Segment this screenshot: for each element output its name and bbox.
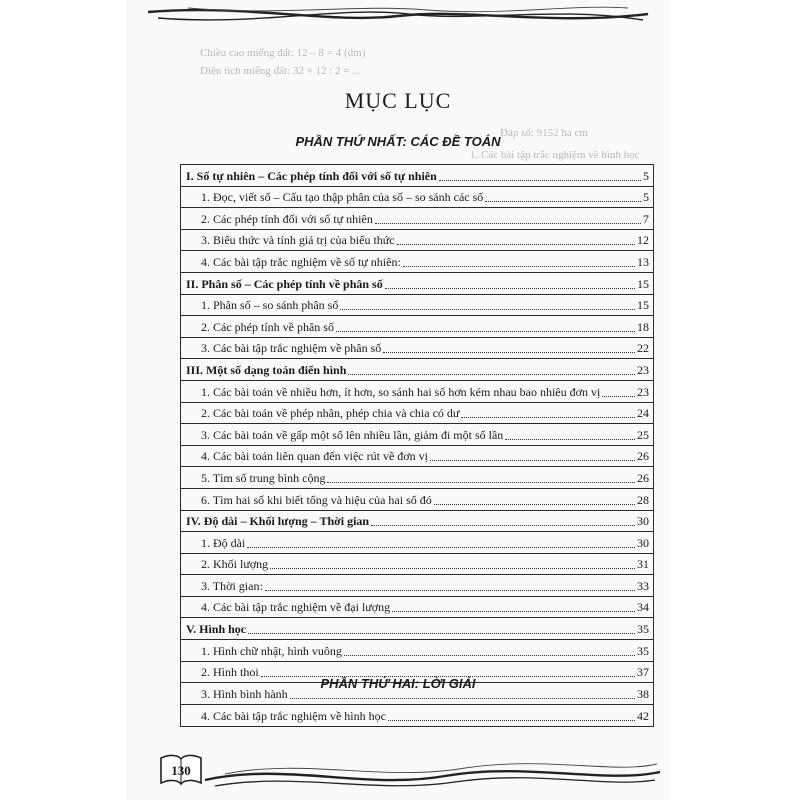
dot-leader	[434, 503, 635, 505]
toc-entry-page: 7	[643, 211, 649, 226]
toc-item-row	[181, 381, 653, 403]
toc-item-row	[181, 705, 653, 727]
bleed-through-line: Đáp số: 9152 ha cm	[500, 127, 588, 139]
bottom-ornament	[205, 754, 665, 794]
dot-leader	[602, 395, 635, 397]
dot-leader	[375, 222, 641, 224]
dot-leader	[248, 632, 635, 634]
toc-entry-page: 26	[637, 470, 649, 485]
toc-entry-page: 35	[637, 643, 649, 658]
toc-entry-label: IV. Độ dài – Khối lượng – Thời gian	[186, 514, 370, 529]
toc-entry-label: 2. Khối lượng	[201, 557, 269, 572]
toc-entry-label: III. Một số dạng toán điển hình	[186, 362, 347, 377]
toc-entry-label: 1. Phân số – so sánh phân số	[201, 298, 339, 313]
toc-item-row	[181, 338, 653, 360]
toc-item-row	[181, 230, 653, 252]
toc-entry-label: 2. Các bài toán về phép nhân, phép chia và chia có dư	[201, 406, 460, 421]
dot-leader	[403, 265, 635, 267]
top-ornament	[128, 2, 668, 32]
toc-table	[180, 164, 654, 727]
toc-entry-label: 1. Độ dài	[201, 535, 246, 550]
toc-entry-page: 28	[637, 492, 649, 507]
toc-item-row	[181, 187, 653, 209]
toc-entry-label: 2. Các phép tính về phân số	[201, 319, 334, 334]
toc-entry-label: 1. Hình chữ nhật, hình vuông	[201, 643, 342, 658]
part-two-heading: PHẦN THỨ HAI: LỜI GIẢI	[320, 676, 476, 691]
toc-entry-page: 26	[637, 449, 649, 464]
toc-item-row	[181, 251, 653, 273]
bleed-through-line: Chiều cao miếng đất: 12 – 8 = 4 (dm)	[200, 47, 366, 59]
toc-entry-label: 3. Các bài tập trắc nghiệm về phân số	[201, 341, 382, 356]
toc-entry-label: 3. Thời gian:	[201, 578, 263, 593]
toc-entry-label: I. Số tự nhiên – Các phép tính đối với số tự nhiên	[186, 168, 437, 183]
toc-entry-page: 30	[637, 514, 649, 529]
toc-entry-page: 38	[637, 686, 649, 701]
dot-leader	[290, 697, 635, 699]
toc-item-row	[181, 424, 653, 446]
toc-entry-label: 1. Các bài toán về nhiều hơn, ít hơn, so sánh hai số hơn kém nhau bao nhiêu đơn vị	[201, 384, 601, 399]
dot-leader	[485, 200, 641, 202]
dot-leader	[327, 481, 635, 483]
dot-leader	[340, 308, 635, 310]
toc-section-row	[181, 273, 653, 295]
toc-item-row	[181, 640, 653, 662]
toc-entry-label: 2. Hình thoi	[201, 665, 259, 680]
toc-section-row	[181, 618, 653, 640]
dot-leader	[505, 438, 635, 440]
toc-entry-label: 4. Các bài toán liên quan đến việc rút về đơn vị	[201, 449, 428, 464]
toc-entry-page: 37	[637, 665, 649, 680]
toc-entry-label: II. Phân số – Các phép tính về phân số	[186, 276, 383, 291]
toc-section-row	[181, 165, 653, 187]
toc-entry-page: 34	[637, 600, 649, 615]
dot-leader	[383, 351, 635, 353]
page-number-badge	[158, 752, 204, 786]
toc-entry-page: 22	[637, 341, 649, 356]
part-one-heading: PHẦN THỨ NHẤT: CÁC ĐỀ TOÁN	[295, 134, 501, 149]
dot-leader	[392, 610, 635, 612]
page-title: MỤC LỤC	[344, 88, 452, 113]
toc-entry-label: 4. Các bài tập trắc nghiệm về hình học	[201, 709, 386, 724]
toc-item-row	[181, 316, 653, 338]
toc-entry-label: 1. Đọc, viết số – Cấu tạo thập phân của số – so sánh các số	[201, 190, 484, 205]
dot-leader	[439, 179, 641, 181]
toc-entry-page: 33	[637, 578, 649, 593]
dot-leader	[336, 330, 635, 332]
toc-entry-page: 25	[637, 427, 649, 442]
toc-section-row	[181, 359, 653, 381]
toc-entry-label: V. Hình học	[186, 622, 247, 637]
toc-entry-page: 42	[637, 709, 649, 724]
toc-item-row	[181, 295, 653, 317]
toc-item-row	[181, 446, 653, 468]
toc-entry-label: 4. Các bài tập trắc nghiệm về đại lượng	[201, 600, 391, 615]
toc-entry-page: 15	[637, 298, 649, 313]
dot-leader	[397, 243, 635, 245]
toc-entry-page: 35	[637, 622, 649, 637]
toc-section-row	[181, 511, 653, 533]
bleed-through-line: Diện tích miếng đất: 32 × 12 : 2 = ...	[200, 65, 361, 77]
toc-entry-label: 6. Tìm hai số khi biết tổng và hiệu của hai số đó	[201, 492, 432, 507]
page-number: 130	[171, 763, 191, 778]
toc-item-row	[181, 467, 653, 489]
toc-entry-label: 3. Biểu thức và tính giá trị của biểu thức	[201, 233, 395, 248]
dot-leader	[344, 654, 635, 656]
toc-entry-page: 12	[637, 233, 649, 248]
dot-leader	[247, 546, 635, 548]
dot-leader	[461, 416, 635, 418]
toc-entry-label: 2. Các phép tính đối với số tự nhiên	[201, 211, 373, 226]
toc-entry-label: 3. Hình bình hành	[201, 686, 288, 701]
dot-leader	[388, 719, 635, 721]
dot-leader	[265, 589, 635, 591]
toc-item-row	[181, 208, 653, 230]
toc-entry-label: 3. Các bài toán về gấp một số lên nhiều lần, giảm đi một số lần	[201, 427, 504, 442]
toc-entry-page: 13	[637, 254, 649, 269]
toc-entry-label: 4. Các bài tập trắc nghiệm về số tự nhiên:	[201, 254, 401, 269]
toc-item-row	[181, 403, 653, 425]
toc-entry-page: 24	[637, 406, 649, 421]
toc-item-row	[181, 554, 653, 576]
toc-entry-label: 5. Tìm số trung bình cộng	[201, 470, 326, 485]
dot-leader	[348, 373, 635, 375]
toc-item-row	[181, 532, 653, 554]
dot-leader	[270, 567, 635, 569]
toc-item-row	[181, 489, 653, 511]
toc-item-row	[181, 597, 653, 619]
toc-entry-page: 5	[643, 168, 649, 183]
dot-leader	[385, 287, 635, 289]
dot-leader	[371, 524, 635, 526]
toc-entry-page: 31	[637, 557, 649, 572]
toc-entry-page: 15	[637, 276, 649, 291]
toc-entry-page: 30	[637, 535, 649, 550]
toc-entry-page: 18	[637, 319, 649, 334]
toc-entry-page: 23	[637, 362, 649, 377]
dot-leader	[430, 459, 635, 461]
toc-item-row	[181, 575, 653, 597]
toc-entry-page: 5	[643, 190, 649, 205]
bleed-through-line: 1. Các bài tập trắc nghiệm về hình học	[470, 149, 640, 161]
toc-entry-page: 23	[637, 384, 649, 399]
